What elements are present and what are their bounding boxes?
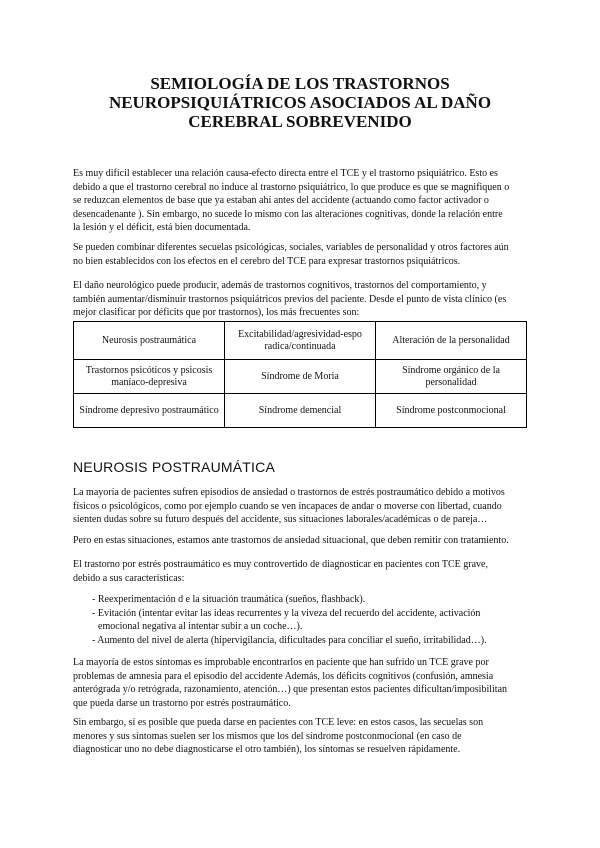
section-paragraph-5: [73, 716, 529, 757]
title-line: SEMIOLOGÍA DE LOS TRASTORNOS: [150, 74, 450, 93]
list-item: - Reexperimentación d e la situación traumática (sueños, flashback).: [92, 594, 366, 605]
table-cell: Alteración de la personalidad: [376, 322, 527, 360]
table-row: [74, 322, 527, 360]
table-row: [74, 360, 527, 394]
table-cell: Neurosis postraumática: [74, 322, 225, 360]
table-cell: Síndrome depresivo postraumático: [74, 394, 225, 428]
text-line: se reduzcan elementos de base que ya estaban ahí antes del accidente (actuando como factor activador o: [73, 195, 489, 207]
text-line: desencadenante ). Sin embargo, no sucede lo mismo con las alteraciones cognitivas, donde la relación entre: [73, 208, 503, 220]
text-line: sienten dudas sobre su futuro después del accidente, sus situaciones laborales/académicas o de pareja…: [73, 514, 488, 526]
section-paragraph-2: [73, 534, 529, 548]
text-line: mejor clasificar por déficits que por trastornos), los más frecuentes son:: [73, 307, 360, 319]
text-line: Se pueden combinar diferentes secuelas psicológicas, sociales, variables de personalidad y otros factores aún: [73, 242, 509, 253]
text-line: diagnosticar uno no debe diagnosticarse el otro también), los síntomas se resuelven rápidamente.: [73, 744, 461, 756]
page-title: [60, 74, 540, 131]
text-line: menores y sus síntomas suelen ser los mismos que los del síndrome postconmocional (en caso de: [73, 730, 462, 742]
intro-paragraph-3: [73, 279, 529, 320]
intro-paragraph-2: [73, 241, 529, 268]
text-line: la lesión y el déficit, está bien documentada.: [73, 222, 251, 234]
text-line: La mayoría de pacientes sufren episodios de ansiedad o trastornos de estrés postraumático debido a motivos: [73, 487, 505, 498]
section-paragraph-3: [73, 558, 529, 585]
table-cell: Síndrome postconmocional: [376, 394, 527, 428]
list-item: - Evitación (intentar evitar las ideas recurrentes y la viveza del recuerdo del accidente, activación: [92, 607, 481, 619]
table-cell: Síndrome orgánico de la personalidad: [376, 360, 527, 394]
text-line: La mayoría de estos síntomas es improbable encontrarlos en paciente que han sufrido un TCE grave por: [73, 657, 489, 668]
table-row: [74, 394, 527, 428]
table-cell: Síndrome de Moria: [225, 360, 376, 394]
text-line: Es muy difícil establecer una relación causa-efecto directa entre el TCE y el trastorno psiquiátrico. Esto es: [73, 168, 498, 179]
text-line: El daño neurológico puede producir, además de trastornos cognitivos, trastornos del comportamiento, y: [73, 280, 487, 291]
section-heading: NEUROSIS POSTRAUMÁTICA: [73, 459, 275, 475]
table-cell: Síndrome demencial: [225, 394, 376, 428]
text-line: debido a que el trastorno cerebral no induce al trastorno psiquiátrico, lo que produce es que se magnifiquen o: [73, 181, 510, 193]
text-line: físicos o psicológicos, como por ejemplo cuando se ven incapaces de andar o moverse con libertad, cuando: [73, 500, 502, 512]
text-line: no bien establecidos con los efectos en el cerebro del TCE para expresar trastornos psiquiátricos.: [73, 255, 461, 267]
text-line: que pueda darse un trastorno por estrés postraumático.: [73, 697, 291, 709]
intro-paragraph-1: [73, 167, 529, 235]
text-line: problemas de amnesia para el episodio del accidente Además, los déficits cognitivos (confusión, amnesia: [73, 670, 494, 682]
text-line: El trastorno por estrés postraumático es muy controvertido de diagnosticar en pacientes con TCE grave,: [73, 559, 488, 570]
text-line: Pero en estas situaciones, estamos ante trastornos de ansiedad situacional, que deben remitir con tratamiento.: [73, 535, 509, 546]
text-line: anterógrada y/o retrógrada, razonamiento, atención…) que presentan estos pacientes dificultan/imposibilitan: [73, 684, 508, 696]
section-paragraph-4: [73, 656, 529, 710]
symptom-list: [92, 593, 532, 647]
deficits-table: [73, 321, 527, 428]
title-line: NEUROPSIQUIÁTRICOS ASOCIADOS AL DAÑO: [108, 93, 492, 112]
text-line: también aumentar/disminuir trastornos psiquiátricos previos del paciente. Desde el punto de vista clínico (es: [73, 293, 507, 305]
text-line: debido a sus características:: [73, 572, 185, 584]
text-line: Sin embargo, sí es posible que pueda darse en pacientes con TCE leve: en estos casos, las secuelas son: [73, 717, 484, 728]
title-line: CEREBRAL SOBREVENIDO: [188, 112, 412, 131]
table-cell: Trastornos psicóticos y psicosis maníaco-depresiva: [74, 360, 225, 394]
list-item: emocional negativa al intentar subir a un coche…).: [98, 621, 303, 633]
table-cell: Excitabilidad/agresividad-espo radica/continuada: [225, 322, 376, 360]
section-paragraph-1: [73, 486, 529, 527]
list-item: - Aumento del nivel de alerta (hipervigilancia, dificultades para conciliar el sueño, irritabilidad…).: [92, 634, 487, 646]
